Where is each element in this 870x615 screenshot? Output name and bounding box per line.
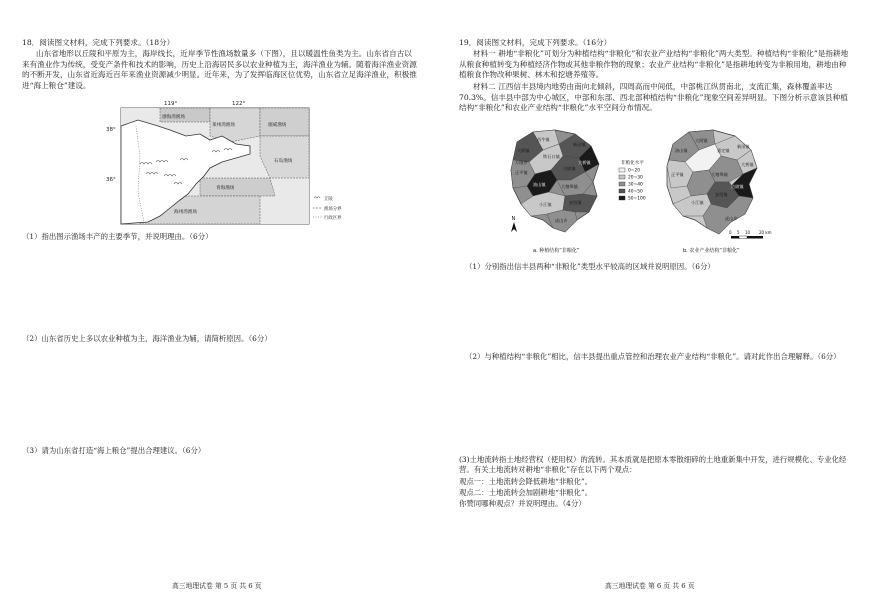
q19-sub3-intro: (3)土地流转指土地经营权（使用权）的流转。其本质就是把原本零散细碎的土地重新集中开发，进行规模化、专业化经营。有关土地流转对耕地“非粮化”存在以下两个观点： (459, 455, 847, 474)
q19-sub3-view2: 观点二：土地流转会加剧耕地“非粮化”。 (459, 488, 593, 497)
map-a-town: 虎山乡 (555, 218, 568, 223)
scale-bar (729, 230, 772, 239)
legend-item: 0~20 (628, 168, 641, 174)
q19-sub3-view1: 观点一：土地流转会降低耕地“非粮化”。 (459, 477, 593, 486)
scale-label: 5 (737, 230, 740, 235)
map-legend (313, 195, 342, 221)
map-b-town: 小江镇 (691, 200, 704, 205)
lat-label-38: 38° (106, 127, 116, 133)
lon-label-122: 122° (232, 101, 246, 107)
map-b-town: 古陂镇 (731, 184, 744, 189)
page-6 (435, 0, 870, 615)
q18-sub1: （1）指出图示渔场丰产的主要季节，并说明理由。（6分） (22, 232, 213, 241)
page-footer-6: 高三地理试卷 第 6 页 共 6 页 (605, 582, 695, 590)
q19-material-2: 材料二 江西信丰县境内地势由南向北倾斜，四周高而中间低，中部桃江纵贯南北，支流汇集，森林覆盖率达70.3%。信丰县中部为中心城区，中部和东部、西北部种植结构“非粮化”现象空间差异明显。下图分析示意该县种植结构“非粮化”和农业产业结构“非粮化”水平空间分布情况。 (459, 82, 848, 113)
map-a-town: 大塘埠镇 (561, 184, 578, 189)
map-b-industry-structure (667, 130, 757, 234)
region-bohai: 渤海湾渔场 (162, 115, 185, 120)
caption-a: a. 种植结构“非粮化” (533, 248, 580, 254)
map-a-town: 大桥镇 (578, 160, 591, 165)
legend-item: 20~30 (628, 175, 643, 181)
q19-title: 19．阅读图文材料，完成下列要求。（16分） (459, 38, 612, 47)
nonfood-level-legend (619, 159, 646, 202)
lon-label-119: 119° (164, 101, 178, 107)
q18-sub3: （3）请为山东省打造“海上粮仓”提出合理建议。（6分） (22, 446, 206, 455)
q19-sub1: （1）分别指出信丰县两种“非粮化”类型水平较高的区域并说明原因。（6分） (465, 262, 715, 271)
scale-label: 0 (729, 230, 732, 235)
map-a-town: 大阿镇 (517, 148, 530, 153)
legend-fishery-border: 渔场分界 (324, 207, 342, 212)
map-b-town: 虎山乡 (725, 216, 738, 221)
xinfeng-nonfood-maps (503, 124, 803, 260)
map-b-town: 大阿镇 (695, 138, 708, 143)
map-a-town: 古陂镇 (563, 166, 576, 171)
north-label: N (511, 216, 516, 222)
q19-sub2: （2）与种植结构“非粮化”相比，信丰县提出重点管控和治理农业产业结构“非粮化”。请对此作出合理解释。（6分） (465, 352, 841, 361)
lat-label-36: 36° (106, 177, 116, 183)
map-b-town: 安西镇 (715, 192, 728, 197)
legend-title: 非粮化水平 (621, 161, 644, 166)
map-a-town: 新田镇 (573, 142, 586, 147)
caption-b: b. 农业产业结构“非粮化” (683, 248, 740, 254)
region-qinghai: 青海渔场 (216, 186, 235, 191)
map-a-town: 小江镇 (539, 202, 552, 207)
legend-item: 30~40 (628, 182, 643, 188)
q18-material: 山东省地形以丘陵和平原为主，海岸线长，近岸季节性渔场数量多（下图），且以暖温性鱼类为主。山东省自古以来有渔业作为传统，受变产条件和技术的影响，历史上沿海居民多以农业种植为主，海洋渔业为辅。随着海洋渔业资源的不断开发，山东省近海近百年来渔业资源减少明显。近年来，为了发挥临海区位优势，山东省立足海洋渔业，积极推进“海上粮仓”建设。 (22, 49, 417, 90)
map-b-town: 正平镇 (671, 172, 684, 177)
q18-sub2: （2）山东省历史上多以农业种植为主，海洋渔业为辅，请简析原因。（6分） (22, 334, 272, 343)
q18-title: 18．阅读图文材料，完成下列要求。（18分） (22, 38, 175, 47)
map-a-planting-structure (511, 130, 599, 232)
legend-item: 50~100 (628, 196, 646, 202)
map-a-town: 万隆乡 (515, 160, 528, 165)
north-arrow-icon (511, 216, 517, 232)
region-haizhou: 海州湾渔场 (174, 210, 197, 215)
shandong-fishery-map (100, 96, 360, 230)
map-a-town: 正平镇 (515, 170, 528, 175)
legend-hill: 丘陵 (324, 197, 333, 202)
q19-sub3-question: 你赞同哪种观点？并说明理由。（4分） (459, 499, 586, 508)
map-b-town: 大塘埠镇 (711, 172, 728, 177)
region-yanwei: 烟威渔场 (268, 123, 287, 128)
map-b-town: 新田镇 (737, 144, 750, 149)
legend-item: 40~50 (628, 189, 643, 195)
map-a-town: 铁石口镇 (543, 154, 560, 159)
region-laizhou: 莱州湾渔场 (212, 123, 235, 128)
map-a-town: 西牛镇 (537, 137, 550, 142)
map-b-town: 大桥镇 (741, 162, 754, 167)
region-shidao: 石岛渔场 (274, 159, 293, 164)
scale-label: 20 km (759, 230, 772, 235)
legend-admin-border: 行政区界 (324, 216, 342, 221)
map-a-town: 油山镇 (533, 182, 546, 187)
map-b-town: 油山镇 (675, 148, 688, 153)
page-footer-5: 高三地理试卷 第 5 页 共 6 页 (172, 582, 262, 590)
q19-material-1: 材料一 耕地“非粮化”可划分为种植结构“非粮化”和农业产业结构“非粮化”两大类型。种植结构“非粮化”是指耕地从粮食种植转变为种植经济作物或其他非粮作物的现象；农业产业结构“非粮化”是指耕地转变为非粮用地，耕地由种植粮食作物改种果树、林木和挖塘养殖等。 (459, 49, 849, 80)
map-b-town: 嘉定镇 (717, 148, 730, 153)
map-a-town: 安西镇 (569, 200, 582, 205)
scale-label: 10 (745, 230, 751, 235)
